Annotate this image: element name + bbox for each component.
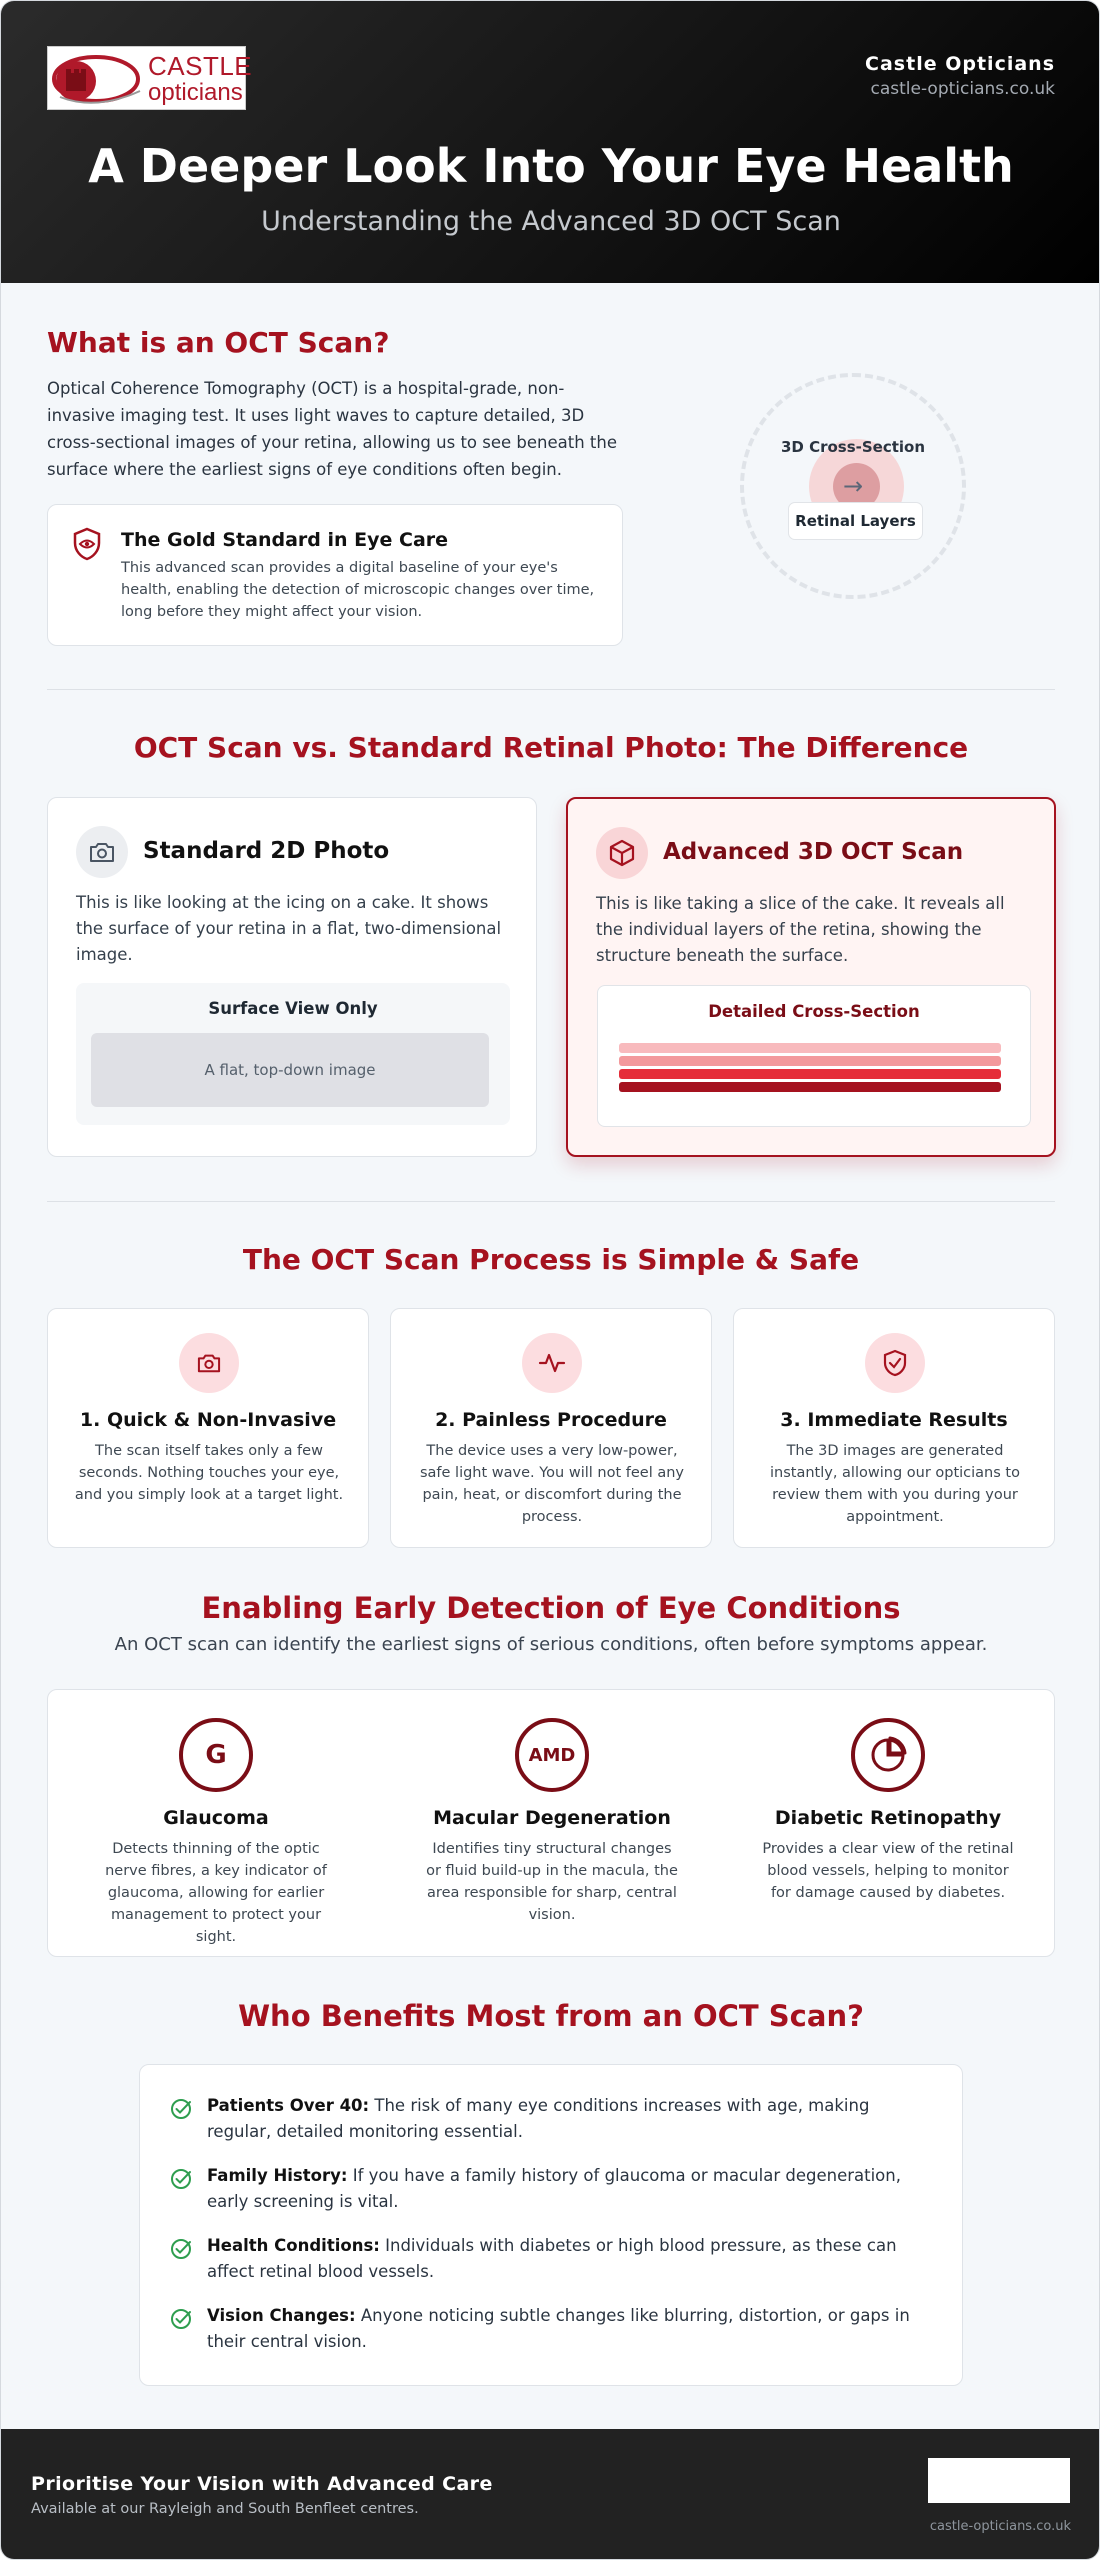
retina-layer-2 xyxy=(619,1056,1001,1066)
camera-icon xyxy=(76,826,128,878)
arrow-right-icon: → xyxy=(843,472,864,500)
condition-text: Provides a clear view of the retinal blood vessels, helping to monitor for damage caused by diabetes. xyxy=(762,1841,1014,1901)
oct-scan-text: This is like taking a slice of the cake. It reveals all the individual layers of the retina, showing the structure beneath the surface. xyxy=(596,894,1005,965)
footer-title: Prioritise Your Vision with Advanced Care xyxy=(31,2473,493,2495)
benefit-item xyxy=(170,2093,930,2145)
condition-title: Macular Degeneration xyxy=(433,1807,671,1829)
process-step-title: 3. Immediate Results xyxy=(780,1409,1008,1431)
castle-opticians-logo[interactable] xyxy=(47,46,253,110)
retina-layer-3 xyxy=(619,1069,1001,1079)
process-step-text: The device uses a very low-power, safe light wave. You will not feel any pain, heat, or discomfort during the process. xyxy=(419,1443,685,1525)
condition-title: Glaucoma xyxy=(163,1807,269,1829)
retina-layer-4 xyxy=(619,1082,1001,1092)
process-step-card xyxy=(390,1308,712,1548)
condition-text: Identifies tiny structural changes or fluid build-up in the macula, the area responsible for sharp, central vision. xyxy=(426,1841,678,1923)
glaucoma-badge-icon: G xyxy=(179,1718,253,1792)
condition-text: Detects thinning of the optic nerve fibres, a key indicator of glaucoma, allowing for earlier management to protect your sight. xyxy=(105,1841,327,1945)
benefit-text: Anyone noticing subtle changes like blurring, distortion, or gaps in their central vision. xyxy=(207,2306,910,2351)
oct-scan-card xyxy=(566,797,1056,1157)
standard-photo-heading: Standard 2D Photo xyxy=(143,838,390,864)
benefit-item xyxy=(170,2303,930,2355)
benefit-label: Vision Changes: xyxy=(207,2306,356,2325)
benefit-label: Patients Over 40: xyxy=(207,2096,370,2115)
condition-macular xyxy=(384,1690,720,1958)
cross-section-title: Detailed Cross-Section xyxy=(708,1002,920,1021)
process-step-text: The 3D images are generated instantly, allowing our opticians to review them with you during your appointment. xyxy=(770,1443,1020,1525)
benefit-item xyxy=(170,2233,930,2285)
gold-standard-card xyxy=(47,504,623,646)
section-title-process: The OCT Scan Process is Simple & Safe xyxy=(242,1243,860,1276)
standard-photo-card xyxy=(47,797,537,1157)
logo-text-castle: CASTLE xyxy=(148,51,253,81)
section-title-what: What is an OCT Scan? xyxy=(47,326,390,359)
footer-url[interactable]: castle-opticians.co.uk xyxy=(929,2519,1071,2534)
page-subtitle: Understanding the Advanced 3D OCT Scan xyxy=(261,206,841,237)
check-circle-icon xyxy=(170,2168,192,2190)
footer xyxy=(1,2429,1100,2560)
check-circle-icon xyxy=(170,2308,192,2330)
oct-scan-heading: Advanced 3D OCT Scan xyxy=(663,839,964,865)
process-step-card xyxy=(47,1308,369,1548)
conditions-subtitle: An OCT scan can identify the earliest signs of serious conditions, often before symptoms appear. xyxy=(114,1634,988,1655)
hero-header xyxy=(1,1,1100,283)
benefit-label: Family History: xyxy=(207,2166,348,2185)
diagram-label-layers: Retinal Layers xyxy=(788,502,923,540)
divider xyxy=(47,689,1055,690)
process-step-title: 2. Painless Procedure xyxy=(435,1409,667,1431)
activity-icon xyxy=(522,1333,582,1393)
retina-layer-1 xyxy=(619,1043,1001,1053)
footer-subtitle: Available at our Rayleigh and South Benfleet centres. xyxy=(31,2501,419,2517)
brand-url[interactable]: castle-opticians.co.uk xyxy=(870,79,1055,99)
check-circle-icon xyxy=(170,2238,192,2260)
benefits-card xyxy=(139,2064,963,2386)
divider xyxy=(47,1201,1055,1202)
condition-title: Diabetic Retinopathy xyxy=(774,1807,1002,1829)
gold-standard-text: This advanced scan provides a digital baseline of your eye's health, enabling the detection of microscopic changes over time, long before they might affect your vision. xyxy=(121,560,595,620)
shield-check-icon xyxy=(865,1333,925,1393)
brand-name: Castle Opticians xyxy=(865,53,1055,75)
check-circle-icon xyxy=(170,2098,192,2120)
shield-eye-icon xyxy=(72,527,102,561)
surface-view-title: Surface View Only xyxy=(208,999,378,1018)
condition-diabetic xyxy=(720,1690,1056,1958)
benefit-text: Individuals with diabetes or high blood pressure, as these can affect retinal blood vessels. xyxy=(207,2236,897,2281)
castle-logo-icon xyxy=(50,51,146,107)
diagram-label-3d: 3D Cross-Section xyxy=(780,438,926,456)
benefit-text: The risk of many eye conditions increases with age, making regular, detailed monitoring essential. xyxy=(207,2096,870,2141)
page-title: A Deeper Look Into Your Eye Health xyxy=(88,139,1014,193)
logo-text-opticians: opticians xyxy=(148,79,243,106)
section-title-conditions: Enabling Early Detection of Eye Conditions xyxy=(201,1591,901,1625)
benefit-label: Health Conditions: xyxy=(207,2236,380,2255)
what-paragraph: Optical Coherence Tomography (OCT) is a hospital-grade, non-invasive imaging test. It uses light waves to capture detailed, 3D cross-sectional images of your retina, allowing us to see beneath the surface where the earliest signs of eye conditions often begin. xyxy=(47,379,617,479)
surface-view-box xyxy=(76,983,510,1125)
footer-logo-box xyxy=(928,2458,1070,2503)
benefit-text: If you have a family history of glaucoma or macular degeneration, early screening is vital. xyxy=(207,2166,901,2211)
conditions-card xyxy=(47,1689,1055,1957)
benefit-item xyxy=(170,2163,930,2215)
camera-icon xyxy=(179,1333,239,1393)
section-title-compare: OCT Scan vs. Standard Retinal Photo: The Difference xyxy=(133,731,969,764)
cross-section-box xyxy=(597,985,1031,1127)
standard-photo-text: This is like looking at the icing on a cake. It shows the surface of your retina in a flat, two-dimensional image. xyxy=(76,893,502,964)
cube-icon xyxy=(596,827,648,879)
process-step-title: 1. Quick & Non-Invasive xyxy=(79,1409,337,1431)
oct-diagram xyxy=(740,373,966,599)
gold-standard-title: The Gold Standard in Eye Care xyxy=(121,529,449,551)
process-step-text: The scan itself takes only a few seconds. Nothing touches your eye, and you simply look at a target light. xyxy=(74,1443,344,1503)
process-step-card xyxy=(733,1308,1055,1548)
section-title-benefits: Who Benefits Most from an OCT Scan? xyxy=(238,1999,864,2033)
flat-image-placeholder: A flat, top-down image xyxy=(91,1033,489,1107)
condition-glaucoma xyxy=(48,1690,384,1958)
brand-block xyxy=(865,53,1055,99)
amd-badge-icon: AMD xyxy=(515,1718,589,1792)
pie-chart-icon xyxy=(851,1718,925,1792)
